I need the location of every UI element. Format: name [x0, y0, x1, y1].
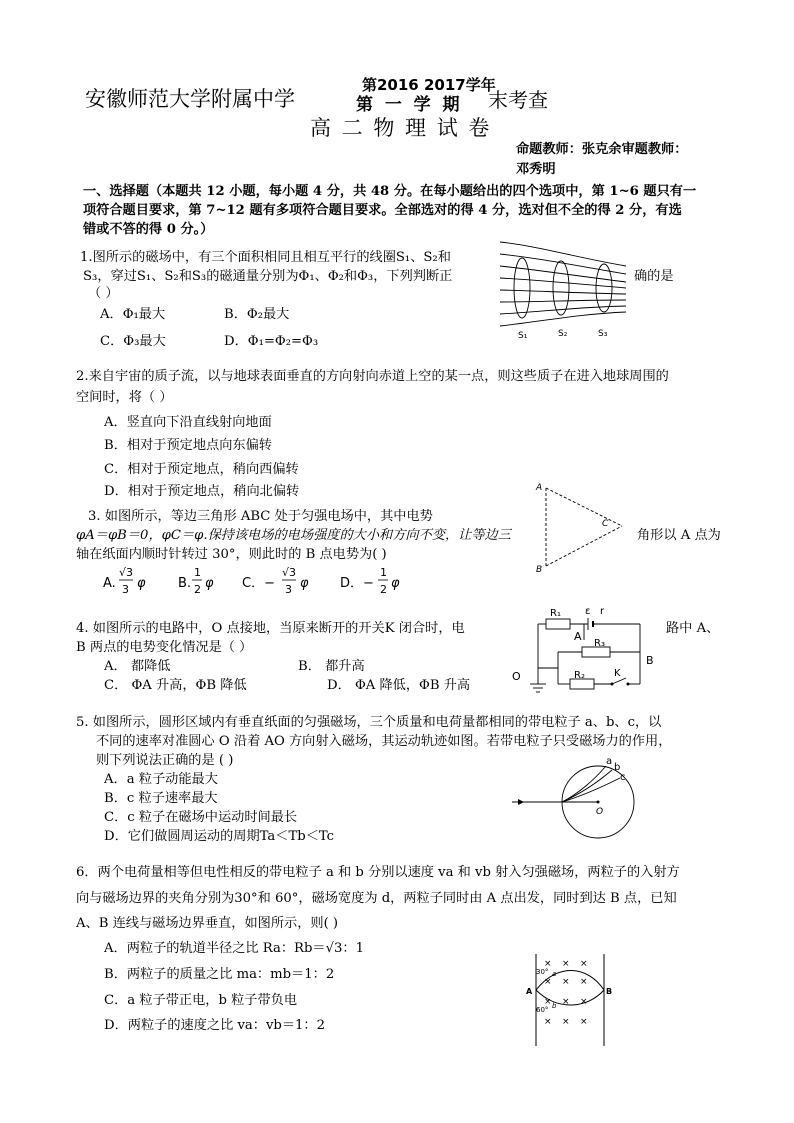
- q3-phi-c: φ: [300, 576, 309, 591]
- q6-stem-line3: A、B 连线与磁场边界垂直，如图所示，则( ): [76, 916, 339, 931]
- q3-option-a-label: A.: [103, 576, 116, 591]
- q6-particle-b: b: [552, 1002, 557, 1010]
- q4-label-k: K: [614, 668, 621, 679]
- q6-stem-line2: 向与磁场边界的夹角分别为30°和 60°，磁场宽度为 d，两粒子同时由 A 点出发，同时到达 B 点，已知: [76, 891, 677, 906]
- q3-option-a: [103, 563, 153, 601]
- q3-phi-b: φ: [205, 576, 214, 591]
- q1-option-a: A．Φ₁最大: [100, 307, 166, 322]
- svg-text:3: 3: [285, 583, 292, 596]
- q5-label-c: c: [620, 772, 626, 783]
- svg-text:×: ×: [544, 959, 552, 969]
- svg-text:2: 2: [194, 583, 201, 596]
- section-instructions-line3: 错或不答的得 0 分。）: [83, 222, 214, 237]
- q4-option-c: C． ΦA 升高，ΦB 降低: [104, 678, 247, 693]
- q5-option-b: B．c 粒子速率最大: [104, 791, 218, 806]
- q6-stem-line1: 6．两个电荷量相等但电性相反的带电粒子 a 和 b 分别以速度 va 和 vb 射入匀强磁场，两粒子的入射方: [76, 865, 680, 880]
- q4-stem-line2: B 两点的电势变化情况是（ ）: [76, 640, 253, 655]
- q5-circle-field-figure: [508, 756, 638, 842]
- q3-phi-a: φ: [137, 576, 146, 591]
- q1-stem-line1: 1.图所示的磁场中，有三个面积相同且相互平行的线圈S₁、S₂和: [80, 250, 451, 265]
- q3-option-b: [178, 563, 220, 601]
- q3-option-b-label: B.: [178, 576, 192, 591]
- q4-label-b: B: [646, 654, 654, 667]
- q3-phi-d: φ: [391, 576, 400, 591]
- svg-text:2: 2: [380, 583, 387, 596]
- q4-option-b: B． 都升高: [298, 659, 365, 674]
- q6-angle-30: 30°: [536, 968, 549, 976]
- q5-label-a: a: [606, 756, 613, 767]
- q2-option-c: C．相对于预定地点，稍向西偏转: [104, 462, 299, 477]
- section-instructions-line2: 项符合题目要求，第 7~12 题有多项符合题目要求。全部选对的得 4 分，选对但不全的得 2 分，有选: [83, 203, 682, 218]
- q5-stem-line3: 则下列说法正确的是 ( ): [96, 753, 234, 768]
- q5-stem-line1: 5. 如图所示，圆形区域内有垂直纸面的匀强磁场，三个质量和电荷量都相同的带电粒子 a、b、c，以: [76, 715, 662, 730]
- q5-stem-line2: 不同的速率对准圆心 O 沿着 AO 方向射入磁场，其运动轨迹如图。若带电粒子只受磁场力的作用，: [96, 734, 672, 749]
- q3-label-b: B: [536, 565, 543, 575]
- q4-circuit-figure: [508, 604, 658, 696]
- q2-option-a: A．竖直向下沿直线射向地面: [104, 415, 272, 430]
- q3-option-c-label: C．−: [242, 576, 275, 591]
- svg-text:1: 1: [194, 566, 201, 579]
- exam-type: 末考查: [488, 88, 548, 112]
- q4-label-emf: ε: [585, 606, 591, 617]
- q1-label-s3: S₃: [598, 329, 608, 339]
- svg-text:×: ×: [544, 1017, 552, 1027]
- q5-label-b: b: [614, 762, 621, 773]
- svg-text:×: ×: [544, 997, 552, 1007]
- q6-option-b: B．两粒子的质量之比 ma：mb＝1：2: [104, 967, 335, 982]
- q4-label-o: O: [512, 670, 521, 683]
- q3-stem-line2-tail: 角形以 A 点为: [637, 528, 721, 543]
- q6-label-b: B: [606, 987, 613, 996]
- svg-text:3: 3: [122, 583, 129, 596]
- q3-stem-line3: 轴在纸面内顺时针转过 30°，则此时的 B 点电势为( ): [76, 547, 387, 562]
- q1-label-s2: S₂: [558, 329, 568, 339]
- svg-text:×: ×: [580, 997, 588, 1007]
- section-instructions-line1: 一、选择题（本题共 12 小题，每小题 4 分，共 48 分。在每小题给出的四个选项中，第 1~6 题只有一: [83, 184, 697, 199]
- q1-stem-line2: S₃，穿过S₁、S₂和S₃的磁通量分别为Φ₁、Φ₂和Φ₃，下列判断正: [83, 269, 453, 284]
- q2-stem-line2: 空间时，将（ ）: [76, 390, 173, 405]
- q4-label-r3: R₃: [594, 638, 605, 649]
- q6-field-figure: [518, 952, 618, 1048]
- school-name: 安徽师范大学附属中学: [85, 87, 295, 111]
- q4-label-r: r: [600, 606, 605, 617]
- q3-triangle-figure: [534, 478, 630, 576]
- q5-option-c: C．c 粒子在磁场中运动时间最长: [104, 810, 298, 825]
- school-year: 第2016 2017学年: [362, 76, 496, 94]
- svg-text:×: ×: [562, 977, 570, 987]
- svg-text:1: 1: [380, 566, 387, 579]
- svg-text:√3: √3: [119, 566, 134, 579]
- q3-option-d-label: D．−: [340, 576, 374, 591]
- q4-stem-line1: 4. 如图所示的电路中，O 点接地，当原来断开的开关K 闭合时，电: [76, 621, 465, 636]
- q3-option-c: [242, 563, 314, 601]
- q6-label-a: A: [526, 987, 533, 996]
- q6-option-a: A．两粒子的轨道半径之比 Ra：Rb＝√3：1: [104, 941, 364, 956]
- q1-blank: （ ）: [88, 286, 119, 301]
- q1-option-d: D．Φ₁=Φ₂=Φ₃: [224, 334, 319, 349]
- q3-stem-line2: φA＝φB＝0，φC＝φ.保持该电场的电场强度的大小和方向不变，让等边三: [76, 528, 511, 543]
- svg-text:×: ×: [580, 1017, 588, 1027]
- q2-option-d: D．相对于预定地点，稍向北偏转: [104, 484, 300, 499]
- svg-text:×: ×: [562, 959, 570, 969]
- q1-stem-line2-tail: 确的是: [634, 269, 674, 284]
- semester: 第 一 学 期: [356, 95, 460, 115]
- svg-text:×: ×: [580, 959, 588, 969]
- q4-stem-line1-tail: 路中 A、: [666, 621, 720, 636]
- q2-stem-line1: 2.来自宇宙的质子流，以与地球表面垂直的方向射向赤道上空的某一点，则这些质子在进入地球周围的: [76, 369, 669, 384]
- q6-option-d: D．两粒子的速度之比 va：vb＝1：2: [104, 1018, 325, 1033]
- svg-text:√3: √3: [282, 566, 297, 579]
- q6-angle-60: 60°: [536, 1006, 549, 1014]
- q3-label-c: C: [602, 519, 609, 529]
- q4-label-r1: R₁: [550, 608, 561, 619]
- q6-particle-a: a: [552, 970, 557, 978]
- teacher-line: 命题教师：张克余审题教师：: [516, 142, 688, 157]
- svg-text:×: ×: [562, 997, 570, 1007]
- q5-label-o: O: [596, 807, 604, 817]
- q3-option-d: [340, 563, 406, 601]
- q4-label-a: A: [574, 630, 582, 643]
- q1-option-b: B．Φ₂最大: [224, 307, 290, 322]
- q4-label-r2: R₂: [574, 670, 585, 681]
- q4-option-d: D． ΦA 降低，ΦB 升高: [327, 678, 471, 693]
- q3-label-a: A: [536, 483, 543, 493]
- q5-option-a: A．a 粒子动能最大: [104, 772, 218, 787]
- svg-text:×: ×: [562, 1017, 570, 1027]
- svg-text:×: ×: [580, 977, 588, 987]
- svg-text:×: ×: [544, 977, 552, 987]
- q5-option-d: D．它们做圆周运动的周期Ta＜Tb＜Tc: [104, 829, 335, 844]
- q2-option-b: B．相对于预定地点向东偏转: [104, 438, 272, 453]
- q1-label-s1: S₁: [518, 331, 528, 341]
- q6-option-c: C．a 粒子带正电，b 粒子带负电: [104, 993, 298, 1008]
- q4-option-a: A． 都降低: [104, 659, 171, 674]
- q1-option-c: C．Φ₃最大: [100, 334, 166, 349]
- q3-stem-line1: 3. 如图所示，等边三角形 ABC 处于匀强电场中，其中电势: [88, 509, 433, 524]
- page-title: 高 二 物 理 试 卷: [310, 116, 492, 140]
- q1-magnetic-field-figure: [498, 236, 630, 344]
- teacher-name: 邓秀明: [516, 162, 556, 177]
